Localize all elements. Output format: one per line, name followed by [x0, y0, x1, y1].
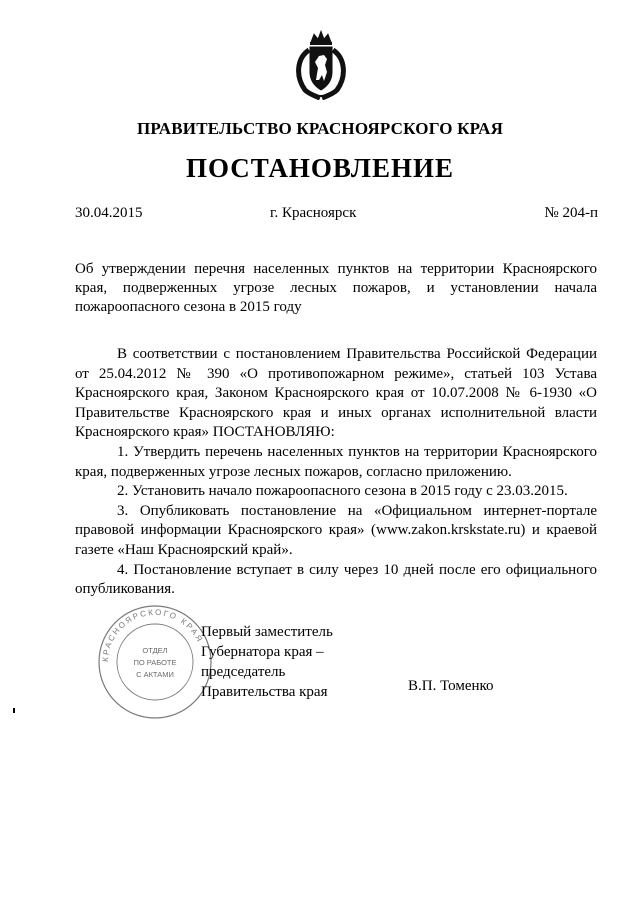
government-name: ПРАВИТЕЛЬСТВО КРАСНОЯРСКОГО КРАЯ: [136, 119, 504, 138]
body-item: 2. Установить начало пожароопасного сезона в 2015 году с 23.03.2015.: [117, 483, 568, 500]
margin-mark: [13, 708, 15, 713]
signatory-title-line: Правительства края: [201, 684, 328, 700]
document-number: № 204-п: [544, 205, 598, 221]
signatory-title-line: Губернатора края –: [201, 644, 324, 660]
document-subject: Об утверждении перечня населенных пунктов на территории Красноярского края, подверженных угрозе лесных пожаров, и установлении начала пожароопасного сезона в 2015 году: [75, 261, 597, 315]
stamp-center-line: С АКТАМИ: [136, 670, 174, 679]
document-city: г. Красноярск: [270, 205, 357, 221]
stamp-center-line: ПО РАБОТЕ: [133, 658, 177, 667]
signatory-title-line: председатель: [201, 664, 286, 680]
body-item: 4. Постановление вступает в силу через 10 дней после его официального опубликования.: [75, 561, 597, 598]
signatory-name: В.П. Томенко: [408, 678, 494, 694]
body-preamble: В соответствии с постановлением Правительства Российской Федерации от 25.04.2012 № 390 «О противопожарном режиме», статьей 103 Устава Красноярского края, Законом Красноярского края от 10.07.2008 № 6-1930 «О Правительстве Красноярского края и иных органах исполнительной власти Красноярского края» ПОСТАНОВЛЯЮ:: [75, 346, 597, 441]
coat-of-arms-icon: [291, 28, 351, 100]
document-date: 30.04.2015: [75, 205, 143, 221]
document-body: [75, 345, 597, 600]
stamp-ring-text: КРАСНОЯРСКОГО КРАЯ: [100, 607, 205, 663]
official-stamp: [96, 603, 214, 721]
signatory-title-line: Первый заместитель: [201, 624, 333, 640]
body-item: 3. Опубликовать постановление на «Официальном интернет-портале правовой информации Красноярского края» (www.zakon.krskstate.ru) и краевой газете «Наш Красноярский край».: [75, 502, 597, 558]
body-item: 1. Утвердить перечень населенных пунктов на территории Красноярского края, подверженных угрозе лесных пожаров, согласно приложению.: [75, 443, 597, 480]
signatory-title: [201, 622, 333, 702]
document-type-title: ПОСТАНОВЛЕНИЕ: [185, 153, 455, 183]
stamp-center-line: ОТДЕЛ: [142, 646, 168, 655]
